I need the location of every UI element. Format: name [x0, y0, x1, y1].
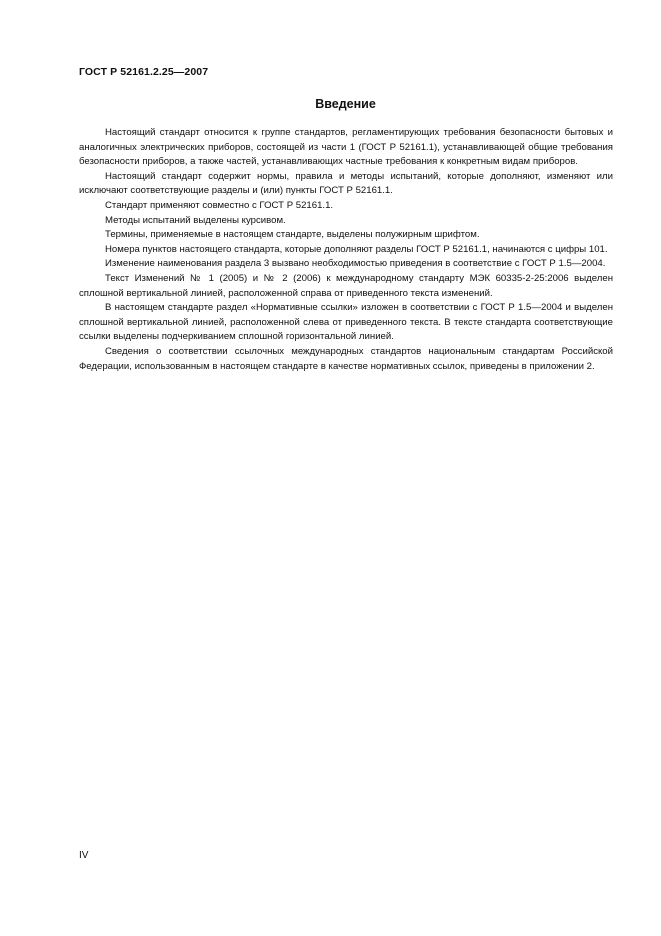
paragraph: Настоящий стандарт относится к группе стандартов, регламентирующих требования безопасности бытовых и аналогичных электрических приборов, состоящей из части 1 (ГОСТ Р 52161.1), устанавливающей общие требования безопасности приборов, а также частей, устанавливающих частные требования к конкретным видам приборов. — [79, 127, 613, 168]
paragraph: Настоящий стандарт содержит нормы, правила и методы испытаний, которые дополняют, изменяют или исключают соответствующие разделы и (или) пункты ГОСТ Р 52161.1. — [79, 170, 613, 197]
paragraph: Изменение наименования раздела 3 вызвано необходимостью приведения в соответствие с ГОСТ Р 1.5—2004. — [105, 258, 606, 270]
section-title — [0, 97, 661, 111]
document-header: ГОСТ Р 52161.2.25—2007 — [79, 66, 209, 78]
paragraph: Сведения о соответствии ссылочных международных стандартов национальным стандартам Российской Федерации, использованным в настоящем стандарте в качестве нормативных ссылок, приведены в приложении 2. — [79, 345, 613, 372]
paragraph: Методы испытаний выделены курсивом. — [105, 214, 286, 226]
body-text — [79, 126, 613, 374]
paragraph: Текст Изменений № 1 (2005) и № 2 (2006) к международному стандарту МЭК 60335-2-25:2006 выделен сплошной вертикальной линией, расположенной справа от приведенного текста изменений. — [79, 272, 613, 299]
paragraph: Стандарт применяют совместно с ГОСТ Р 52161.1. — [105, 199, 334, 211]
section-title-text: Введение — [315, 97, 376, 111]
paragraph: В настоящем стандарте раздел «Нормативные ссылки» изложен в соответствии с ГОСТ Р 1.5—2004 и выделен сплошной вертикальной линией, расположенной слева от приведенного текста. В тексте стандарта соответствующие ссылки выделены подчеркиванием сплошной горизонтальной линией. — [79, 302, 613, 343]
page-number: IV — [79, 850, 89, 861]
paragraph: Термины, применяемые в настоящем стандарте, выделены полужирным шрифтом. — [105, 229, 480, 241]
paragraph: Номера пунктов настоящего стандарта, которые дополняют разделы ГОСТ Р 52161.1, начинаются с цифры 101. — [105, 243, 608, 255]
